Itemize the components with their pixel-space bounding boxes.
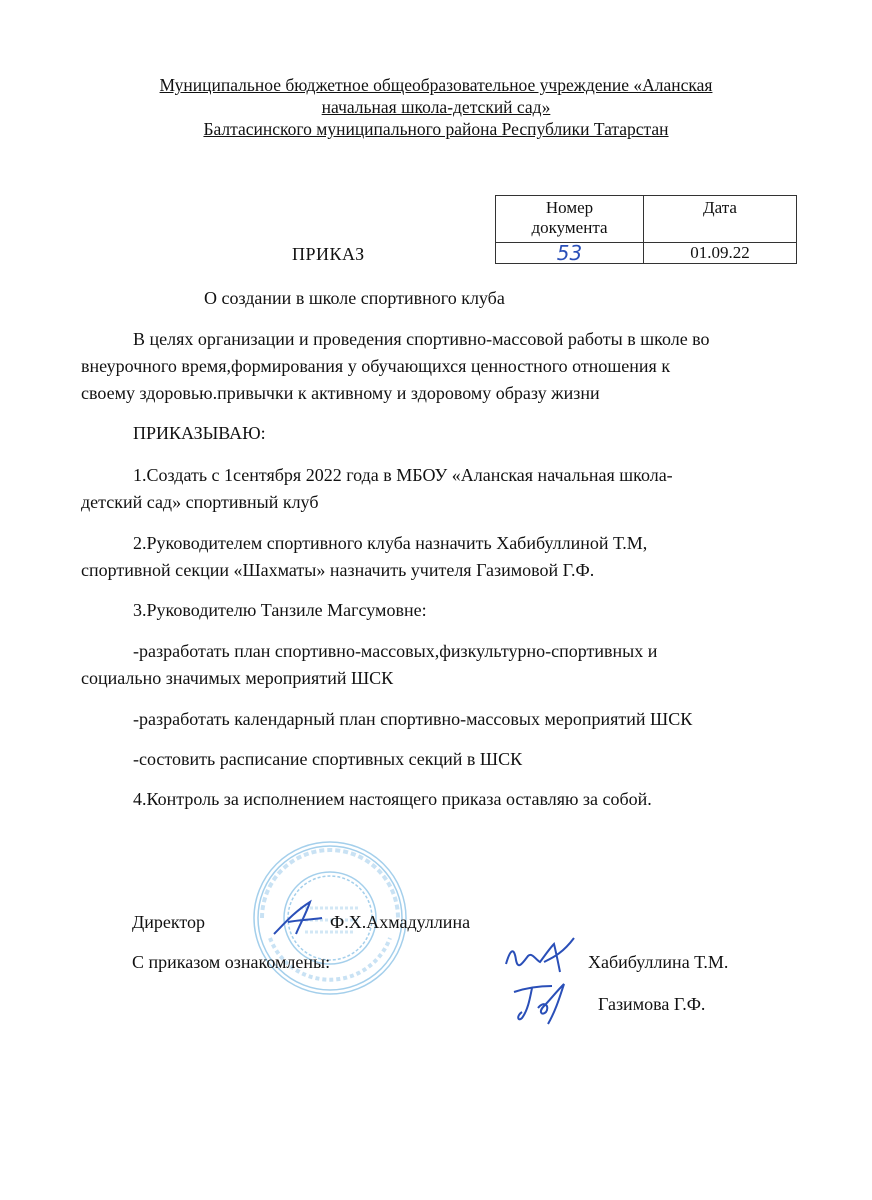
document-date-value: 01.09.22 bbox=[644, 243, 797, 264]
organization-header bbox=[80, 74, 792, 140]
document-title: ПРИКАЗ bbox=[292, 244, 365, 264]
number-header-cell bbox=[496, 196, 644, 243]
item-3c: -состовить расписание спортивных секций в ШСК bbox=[133, 749, 523, 769]
item-2-line: 2.Руководителем спортивного клуба назначить Хабибуллиной Т.М, bbox=[133, 533, 648, 553]
item-3b: -разработать календарный план спортивно-массовых мероприятий ШСК bbox=[133, 709, 693, 729]
number-label-1: Номер bbox=[545, 198, 594, 217]
acknowledged-label: С приказом ознакомлены: bbox=[132, 952, 331, 972]
document-number-value: 53 bbox=[496, 243, 644, 264]
header-line-1: Муниципальное бюджетное общеобразовательное учреждение «Аланская bbox=[159, 75, 713, 95]
header-line-3: Балтасинского муниципального района Республики Татарстан bbox=[203, 119, 669, 139]
director-name: Ф.Х.Ахмадуллина bbox=[330, 912, 471, 932]
acknowledged-name-1: Хабибуллина Т.М. bbox=[588, 952, 729, 972]
acknowledged-name-2: Газимова Г.Ф. bbox=[598, 994, 706, 1014]
preamble-paragraph bbox=[81, 326, 781, 407]
number-label-2: документа bbox=[531, 218, 608, 237]
signature-2-icon bbox=[508, 978, 578, 1028]
document-number-table bbox=[495, 195, 797, 264]
item-4: 4.Контроль за исполнением настоящего приказа оставляю за собой. bbox=[133, 789, 652, 809]
item-1-line: 1.Создать с 1сентября 2022 года в МБОУ «Аланская начальная школа- bbox=[133, 465, 673, 485]
item-1 bbox=[81, 462, 781, 516]
document-subject: О создании в школе спортивного клуба bbox=[204, 288, 505, 308]
director-signature-icon bbox=[270, 898, 334, 938]
preamble-line: В целях организации и проведения спортивно-массовой работы в школе во bbox=[133, 329, 710, 349]
date-header-cell: Дата bbox=[644, 196, 797, 243]
director-label: Директор bbox=[132, 912, 206, 932]
preamble-line: своему здоровью.привычки к активному и здоровому образу жизни bbox=[81, 383, 600, 403]
item-3a-line: социально значимых мероприятий ШСК bbox=[81, 668, 394, 688]
order-word: ПРИКАЗЫВАЮ: bbox=[133, 423, 266, 443]
item-3a bbox=[81, 638, 781, 692]
item-3a-line: -разработать план спортивно-массовых,физкультурно-спортивных и bbox=[133, 641, 658, 661]
signature-1-icon bbox=[500, 934, 580, 984]
item-3: 3.Руководителю Танзиле Магсумовне: bbox=[133, 600, 427, 620]
preamble-line: внеурочного время,формирования у обучающихся ценностного отношения к bbox=[81, 356, 671, 376]
header-line-2: начальная школа-детский сад» bbox=[321, 97, 551, 117]
item-2 bbox=[81, 530, 781, 584]
item-2-line: спортивной секции «Шахматы» назначить учителя Газимовой Г.Ф. bbox=[81, 560, 595, 580]
item-1-line: детский сад» спортивный клуб bbox=[81, 492, 319, 512]
